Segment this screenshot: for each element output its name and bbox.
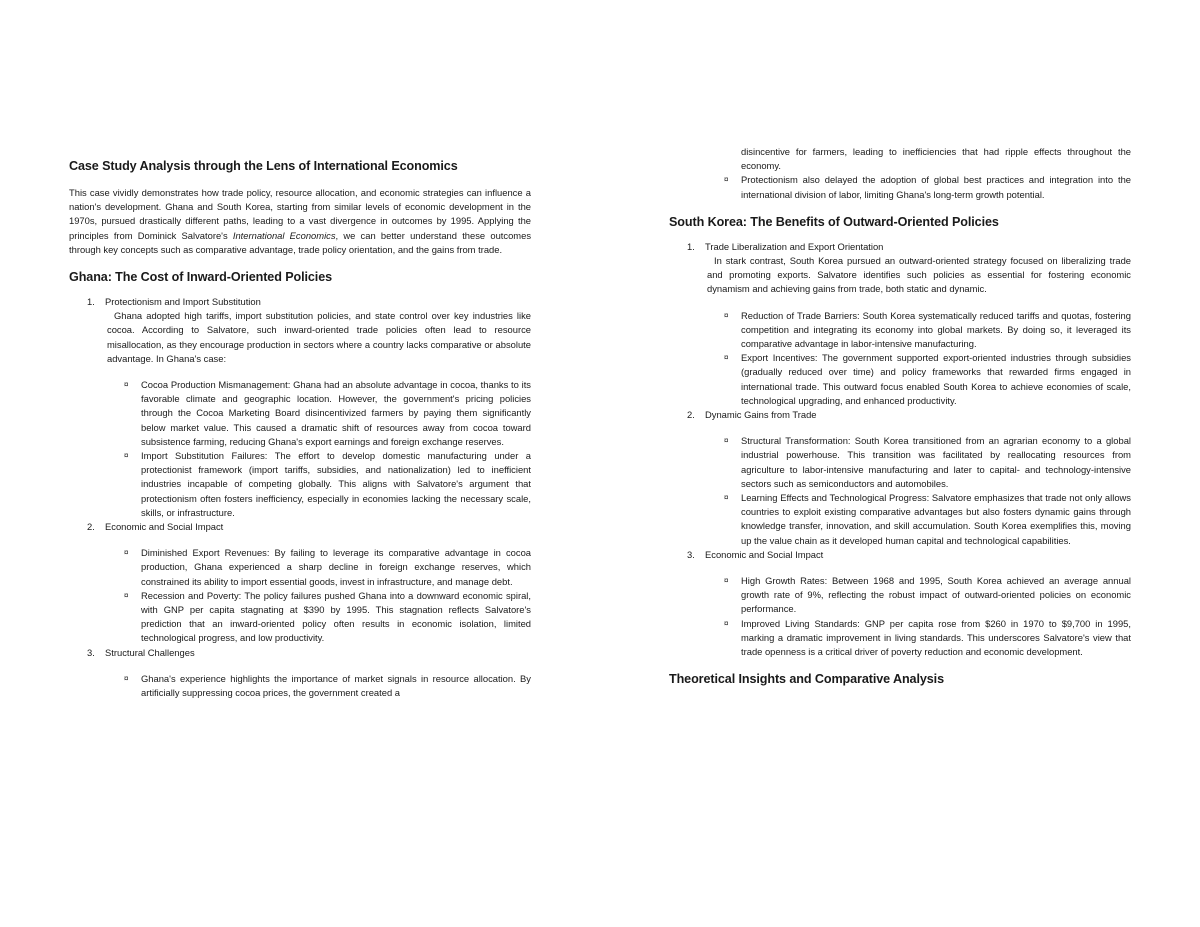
section-number: 2. — [87, 521, 95, 533]
ghana-section-1 — [69, 295, 531, 520]
list-item: ¤ Reduction of Trade Barriers: South Korea systematically reduced tariffs and quotas, fostering competition and integrating its economy into global markets. By doing so, it leveraged its comparative advantage in labor-intensive manufacturing. — [724, 309, 1131, 350]
section-body: Ghana adopted high tariffs, import substitution policies, and state control over key industries like cocoa. According to Salvatore, such inward-oriented trade policies often lead to resource misallocation, as they encourage production in sectors where a country lacks comparative or absolute advantage. In Ghana's case: — [107, 310, 531, 364]
ghana-section-2 — [69, 520, 531, 646]
ghana-heading: Ghana: The Cost of Inward-Oriented Policies — [69, 270, 333, 285]
bullet-list — [705, 434, 1131, 548]
korea-section-3 — [669, 548, 1131, 659]
list-item: ¤ Import Substitution Failures: The effort to develop domestic manufacturing under a protectionist framework (import tariffs, subsidies, and nationalization) led to inefficient industries incapable of competing globally. This aligns with Salvatore's argument that protectionism often fosters inefficiency, especially in economies lacking the necessary scale, skills, or infrastructure. — [124, 450, 531, 518]
list-item: ¤ Learning Effects and Technological Progress: Salvatore emphasizes that trade not only allows countries to exploit existing comparative advantages but also fosters dynamic gains through knowledge transfer, innovation, and skill accumulation. South Korea exemplifies this, moving up the value chain as it developed human capital and technological capabilities. — [724, 492, 1131, 546]
list-item: ¤ Diminished Export Revenues: By failing to leverage its comparative advantage in cocoa production, Ghana experienced a sharp decline in foreign exchange reserves, which constrained its ability to import essential goods, invest in infrastructure, and manage debt. — [124, 547, 531, 587]
bullet-continuation: disincentive for farmers, leading to inefficiencies that had ripple effects throughout the economy. — [741, 146, 1131, 172]
intro-paragraph — [69, 186, 531, 257]
list-item: ¤ Cocoa Production Mismanagement: Ghana had an absolute advantage in cocoa, thanks to its favorable climate and geographic location. However, the government's pricing policies through the Cocoa Marketing Board disincentivized farmers by paying them significantly below market value. This caused a dramatic shift of resources away from cocoa toward subsistence farming, reducing Ghana's export earnings and foreign exchange reserves. — [124, 379, 531, 447]
section-number: 1. — [687, 240, 695, 252]
section-number: 3. — [87, 646, 95, 658]
section-body: In stark contrast, South Korea pursued an outward-oriented strategy focused on liberalizing trade and promoting exports. Salvatore identifies such policies as essential for fostering economic dynamism and achieving gains from trade, both static and dynamic. — [707, 255, 1131, 295]
square-bullet-icon: ¤ — [724, 175, 729, 185]
left-column — [69, 158, 531, 700]
list-item: ¤ Protectionism also delayed the adoption of global best practices and integration into the international division of labor, limiting Ghana's long-term growth potential. — [724, 174, 1131, 200]
section-title: Structural Challenges — [105, 646, 195, 658]
list-item: ¤ Ghana's experience highlights the importance of market signals in resource allocation. By artificially suppressing cocoa prices, the government created a — [124, 672, 531, 699]
korea-section-2 — [669, 408, 1131, 548]
list-item: ¤ Export Incentives: The government supported export-oriented industries through subsidies (gradually reduced over time) and policy frameworks that rewarded firms engaged in international trade. This outward focus enabled South Korea to achieve economies of scale, technological upgrading, and enhanced productivity. — [724, 352, 1131, 406]
square-bullet-icon: ¤ — [724, 618, 729, 628]
right-column — [669, 145, 1131, 697]
document-title: Case Study Analysis through the Lens of International Economics — [69, 159, 458, 173]
section-number: 1. — [87, 296, 95, 308]
section-title: Dynamic Gains from Trade — [705, 409, 817, 421]
korea-sections — [669, 240, 1131, 659]
section-number: 3. — [687, 548, 695, 560]
square-bullet-icon: ¤ — [124, 451, 129, 461]
theory-heading: Theoretical Insights and Comparative Analysis — [669, 672, 944, 687]
list-item: ¤ Improved Living Standards: GNP per capita rose from $260 in 1970 to $9,700 in 1995, marking a dramatic improvement in living standards. This underscores Salvatore's view that trade openness is a critical driver of poverty reduction and economic development. — [724, 617, 1131, 658]
section-number: 2. — [687, 409, 695, 421]
book-title: International Economics — [232, 229, 336, 241]
bullet-list — [105, 378, 531, 520]
bullet-list — [105, 672, 531, 700]
bullet-list — [705, 309, 1131, 408]
square-bullet-icon: ¤ — [724, 353, 729, 363]
ghana-section-3 — [69, 646, 531, 701]
square-bullet-icon: ¤ — [124, 548, 129, 558]
section-title: Economic and Social Impact — [705, 548, 824, 560]
square-bullet-icon: ¤ — [124, 380, 129, 390]
korea-heading: South Korea: The Benefits of Outward-Oriented Policies — [669, 214, 999, 229]
square-bullet-icon: ¤ — [724, 576, 729, 586]
square-bullet-icon: ¤ — [124, 590, 129, 600]
list-item: ¤ Structural Transformation: South Korea transitioned from an agrarian economy to a global industrial powerhouse. This transition was facilitated by reallocating resources from agriculture to labor-intensive manufacturing and later to capital- and technology-intensive sectors such as semiconductors and automobiles. — [724, 435, 1131, 489]
section-title: Trade Liberalization and Export Orientation — [705, 240, 884, 252]
list-item: ¤ High Growth Rates: Between 1968 and 1995, South Korea achieved an average annual growth rate of 9%, reflecting the robust impact of outward-oriented policies on economic performance. — [724, 575, 1131, 615]
square-bullet-icon: ¤ — [724, 493, 729, 503]
bullet-list — [705, 574, 1131, 659]
intro-text-end: , we can better understand these outcomes through key concepts such as comparative advantage, trade policy orientation, and the gains from trade. — [69, 229, 532, 255]
square-bullet-icon: ¤ — [724, 310, 729, 320]
section-title: Economic and Social Impact — [105, 521, 224, 533]
korea-section-1 — [669, 240, 1131, 408]
list-item: ¤ Recession and Poverty: The policy failures pushed Ghana into a downward economic spiral, with GNP per capita stagnating at $390 by 1995. This stagnation reflects Salvatore's prediction that an inward-oriented policy often results in economic isolation, limited technological progress, and low productivity. — [124, 589, 531, 644]
intro-text: This case vividly demonstrates how trade policy, resource allocation, and economic strategies can influence a nation's development. Ghana and South Korea, starting from similar levels of economic development in the 1970s, pursued drastically different paths, leading to a vast divergence in outcomes by 1995. Applying the principles from Dominick Salvatore's — [69, 187, 531, 241]
square-bullet-icon: ¤ — [724, 436, 729, 446]
section-title: Protectionism and Import Substitution — [105, 296, 261, 308]
ghana-sections — [69, 295, 531, 700]
square-bullet-icon: ¤ — [124, 673, 129, 683]
bullet-list — [669, 173, 1131, 201]
bullet-list — [105, 546, 531, 645]
